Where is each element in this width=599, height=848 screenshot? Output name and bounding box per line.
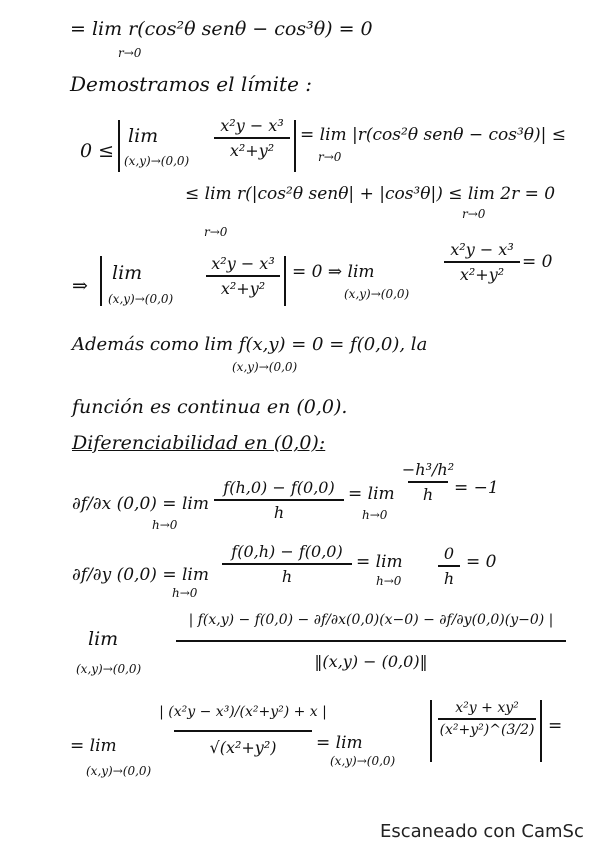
line-5-numerator-2: x²y − x³ bbox=[450, 240, 514, 259]
line-9-numerator: f(h,0) − f(0,0) bbox=[223, 478, 335, 497]
line-3-denominator: x²+y² bbox=[229, 140, 275, 160]
fraction-bar bbox=[214, 499, 344, 501]
fraction-bar bbox=[214, 137, 290, 139]
line-9-left: ∂f/∂x (0,0) = lim bbox=[72, 494, 209, 514]
line-12-middle: = lim bbox=[316, 733, 363, 753]
line-5-fraction-2 bbox=[444, 240, 520, 284]
line-1: = lim r(cos²θ senθ − cos³θ) = 0 bbox=[70, 18, 373, 40]
line-9-denominator-2: h bbox=[422, 484, 434, 504]
line-2-heading: Demostramos el límite : bbox=[70, 72, 313, 96]
abs-bar-right-3 bbox=[540, 700, 542, 762]
line-12-middle-subscript: (x,y)→(0,0) bbox=[330, 754, 396, 768]
line-3-fraction bbox=[214, 116, 290, 160]
line-1-subscript: r→0 bbox=[118, 46, 142, 60]
line-10-left: ∂f/∂y (0,0) = lim bbox=[72, 565, 209, 585]
line-7: función es continua en (0,0). bbox=[72, 396, 348, 418]
line-10-subscript: h→0 bbox=[172, 586, 198, 600]
line-3-numerator: x²y − x³ bbox=[220, 116, 284, 135]
line-5-middle-subscript: (x,y)→(0,0) bbox=[344, 287, 410, 301]
line-10-denominator: h bbox=[281, 566, 293, 586]
line-11-lim: lim bbox=[88, 628, 119, 650]
fraction-bar bbox=[444, 261, 520, 263]
fraction-bar bbox=[174, 730, 312, 732]
line-9-denominator: h bbox=[273, 502, 285, 522]
line-12-denominator-2: (x²+y²)^(3/2) bbox=[439, 721, 535, 738]
line-12-fraction-2 bbox=[438, 700, 536, 738]
line-10-fraction bbox=[222, 542, 352, 586]
abs-bar-right-2 bbox=[284, 256, 286, 306]
line-10-denominator-2: h bbox=[443, 568, 455, 588]
line-4-subscript-1: r→0 bbox=[204, 225, 228, 239]
line-11-subscript: (x,y)→(0,0) bbox=[76, 662, 142, 676]
line-5-denominator-2: x²+y² bbox=[459, 264, 505, 284]
line-9-middle: = lim bbox=[348, 484, 395, 504]
line-8-heading: Diferenciabilidad en (0,0): bbox=[72, 432, 326, 454]
line-10-numerator: f(0,h) − f(0,0) bbox=[231, 542, 343, 561]
line-12-subscript: (x,y)→(0,0) bbox=[86, 764, 152, 778]
fraction-bar bbox=[438, 565, 460, 567]
line-12-fraction bbox=[159, 704, 327, 757]
fraction-bar bbox=[408, 481, 448, 483]
scanner-watermark: Escaneado con CamSc bbox=[380, 821, 584, 842]
line-5-numerator: x²y − x³ bbox=[211, 254, 275, 273]
line-3-lim: lim bbox=[128, 125, 159, 147]
line-9-numerator-2: −h³/h² bbox=[401, 460, 455, 479]
line-6-subscript: (x,y)→(0,0) bbox=[232, 360, 298, 374]
line-5-implies: ⇒ bbox=[72, 275, 88, 297]
line-10-fraction-2 bbox=[438, 544, 460, 588]
abs-bar-left-3 bbox=[430, 700, 432, 762]
line-5-denominator: x²+y² bbox=[220, 278, 266, 298]
fraction-bar bbox=[222, 563, 352, 565]
line-4-subscript-2: r→0 bbox=[462, 207, 486, 221]
line-9-middle-subscript: h→0 bbox=[362, 508, 388, 522]
line-5-middle: = 0 ⇒ lim bbox=[292, 262, 375, 282]
line-12-numerator-2: x²y + xy² bbox=[455, 700, 519, 716]
line-10-middle: = lim bbox=[356, 552, 403, 572]
line-3-right-subscript: r→0 bbox=[318, 150, 342, 164]
line-3-left: 0 ≤ bbox=[80, 140, 115, 162]
line-5-subscript: (x,y)→(0,0) bbox=[108, 292, 174, 306]
line-12-end: = bbox=[548, 716, 563, 736]
abs-bar-right bbox=[294, 120, 296, 172]
abs-bar-left bbox=[118, 120, 120, 172]
line-3-subscript: (x,y)→(0,0) bbox=[124, 154, 190, 168]
line-9-fraction-2 bbox=[401, 460, 455, 504]
line-10-middle-subscript: h→0 bbox=[376, 574, 402, 588]
line-10-end: = 0 bbox=[466, 552, 497, 572]
fraction-bar bbox=[438, 718, 536, 720]
line-12-left: = lim bbox=[70, 736, 117, 756]
abs-bar-left-2 bbox=[100, 256, 102, 306]
line-12-denominator: √(x²+y²) bbox=[209, 737, 277, 757]
fraction-bar bbox=[206, 275, 280, 277]
line-11-numerator: | f(x,y) − f(0,0) − ∂f/∂x(0,0)(x−0) − ∂f/∂y(0,0)(y−0) | bbox=[188, 612, 554, 628]
line-3-right: = lim |r(cos²θ senθ − cos³θ)| ≤ bbox=[300, 125, 567, 145]
line-5-fraction bbox=[206, 254, 280, 298]
line-9-end: = −1 bbox=[454, 478, 499, 498]
line-9-fraction bbox=[214, 478, 344, 522]
line-4: ≤ lim r(|cos²θ senθ| + |cos³θ|) ≤ lim 2r = 0 bbox=[185, 184, 556, 204]
fraction-bar bbox=[176, 640, 566, 642]
line-9-subscript: h→0 bbox=[152, 518, 178, 532]
line-11-denominator: ‖(x,y) − (0,0)‖ bbox=[314, 651, 428, 671]
line-6: Además como lim f(x,y) = 0 = f(0,0), la bbox=[72, 334, 428, 355]
line-12-numerator: | (x²y − x³)/(x²+y²) + x | bbox=[159, 704, 327, 720]
line-10-numerator-2: 0 bbox=[443, 544, 455, 563]
line-11-fraction bbox=[176, 612, 566, 671]
line-5-lim: lim bbox=[112, 262, 143, 284]
line-5-end: = 0 bbox=[522, 252, 553, 272]
